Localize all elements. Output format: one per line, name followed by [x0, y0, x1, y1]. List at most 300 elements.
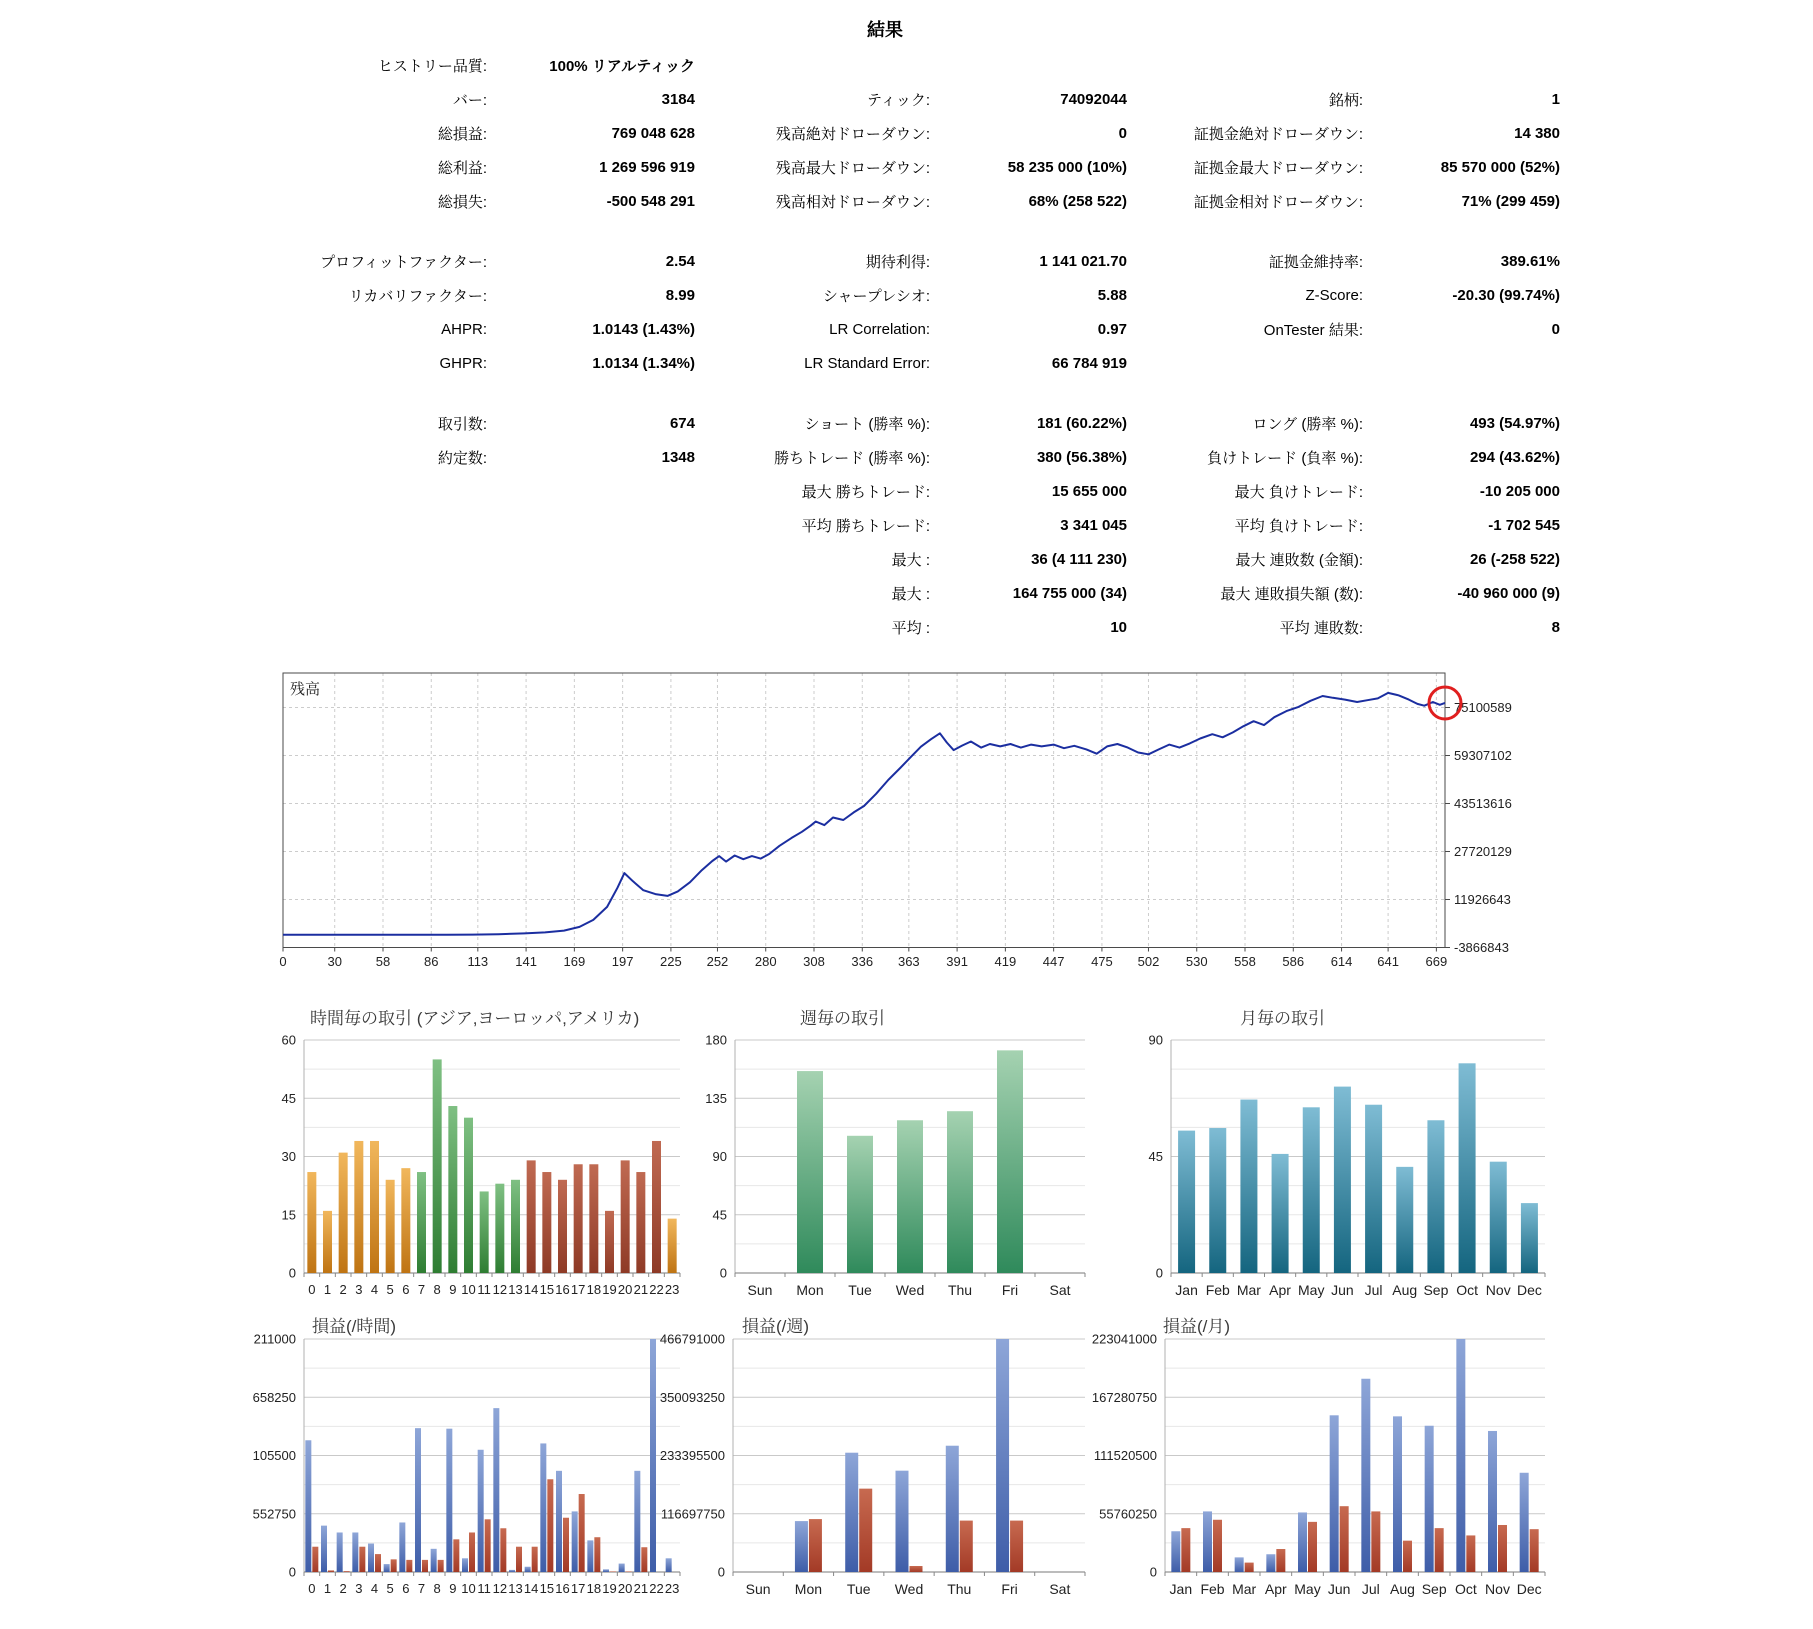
profit-bar-4: [368, 1544, 374, 1572]
x-axis-label: 419: [994, 954, 1017, 969]
profit-bar-14: [525, 1567, 531, 1572]
x-axis-label: Apr: [1264, 1581, 1287, 1597]
y-axis-label: 45: [712, 1207, 727, 1223]
stat-value: -500 548 291: [606, 192, 695, 210]
x-axis-label: 141: [515, 954, 537, 969]
y-axis-label: 59307102: [1454, 748, 1512, 763]
stat-label: LR Correlation:: [829, 320, 930, 338]
profit-bar-12: [493, 1408, 499, 1572]
profit-bar-Tue: [845, 1453, 858, 1572]
loss-bar-5: [391, 1559, 397, 1572]
profit-bar-Jan: [1171, 1531, 1180, 1572]
profit-bar-Wed: [896, 1471, 909, 1572]
x-axis-label: 20: [617, 1581, 633, 1596]
profit-bar-6: [399, 1522, 405, 1572]
stat-label: ショート (勝率 %):: [804, 415, 930, 433]
loss-bar-Apr: [1276, 1549, 1285, 1572]
balance-line: [283, 693, 1445, 935]
stat-value: 3 341 045: [1060, 516, 1127, 534]
stat-value: 74092044: [1060, 90, 1127, 108]
x-axis-label: Apr: [1269, 1282, 1291, 1298]
loss-bar-Dec: [1530, 1529, 1539, 1572]
stat-label: 最大 :: [891, 551, 930, 569]
x-axis-label: Feb: [1200, 1581, 1225, 1597]
x-axis-label: Sun: [747, 1282, 773, 1298]
bar-Apr: [1272, 1154, 1289, 1273]
profit-bar-15: [540, 1443, 546, 1572]
x-axis-label: Wed: [894, 1581, 924, 1597]
x-axis-label: Wed: [895, 1282, 925, 1298]
stat-label: 平均 負けトレード:: [1234, 517, 1363, 535]
stat-label: LR Standard Error:: [804, 354, 930, 372]
bar-12: [495, 1184, 504, 1273]
y-axis-label: 350093250: [659, 1389, 725, 1405]
x-axis-label: Feb: [1205, 1282, 1230, 1298]
stat-label: 期待利得:: [865, 253, 930, 271]
profit-bar-19: [603, 1569, 609, 1572]
profit-bar-22: [650, 1339, 656, 1572]
profit-bar-3: [352, 1532, 358, 1572]
x-axis-label: 7: [417, 1581, 426, 1596]
stat-value: 58 235 000 (10%): [1007, 158, 1127, 176]
stat-value: 1.0143 (1.43%): [592, 320, 695, 338]
bar-Nov: [1490, 1162, 1507, 1273]
stat-label: 総損失:: [437, 193, 487, 211]
loss-bar-16: [563, 1518, 569, 1572]
x-axis-label: Sep: [1421, 1581, 1447, 1597]
stat-value: 0: [1118, 124, 1127, 142]
x-axis-label: 16: [555, 1581, 570, 1596]
bar-18: [589, 1164, 598, 1273]
stat-value: 769 048 628: [611, 124, 695, 142]
profit-bar-10: [462, 1558, 468, 1572]
page-title: 結果: [867, 20, 903, 40]
stat-value: -40 960 000 (9): [1457, 584, 1560, 602]
x-axis-label: 14: [523, 1581, 539, 1596]
x-axis-label: 447: [1042, 954, 1065, 969]
stat-label: AHPR:: [441, 320, 487, 338]
stat-label: ヒストリー品質:: [377, 57, 487, 75]
y-axis-label: 11926643: [1454, 892, 1511, 907]
x-axis-label: 30: [327, 954, 342, 969]
x-axis-label: 113: [467, 954, 489, 969]
y-axis-label: 0: [288, 1265, 296, 1281]
stat-value: 294 (43.62%): [1469, 448, 1560, 466]
profit-bar-Feb: [1203, 1511, 1212, 1572]
x-axis-label: Jan: [1175, 1282, 1198, 1298]
profit-bar-2: [337, 1532, 343, 1572]
x-axis-label: Fri: [1001, 1581, 1018, 1597]
loss-bar-Aug: [1403, 1541, 1412, 1572]
chart-trades_per_hour: [282, 1009, 680, 1297]
x-axis-label: May: [1298, 1282, 1325, 1298]
profit-bar-1: [321, 1526, 327, 1572]
bar-13: [511, 1180, 520, 1273]
bar-Wed: [897, 1120, 923, 1273]
bar-8: [433, 1059, 442, 1273]
bar-Dec: [1521, 1203, 1538, 1273]
x-axis-label: 58: [375, 954, 391, 969]
bar-21: [636, 1172, 645, 1273]
x-axis-label: 363: [897, 954, 920, 969]
x-axis-label: 11: [477, 1282, 491, 1297]
stat-value: 181 (60.22%): [1036, 414, 1127, 432]
loss-bar-10: [469, 1532, 475, 1572]
x-axis-label: May: [1294, 1581, 1321, 1597]
stat-value: 26 (-258 522): [1469, 550, 1560, 568]
x-axis-label: 20: [617, 1282, 633, 1297]
bar-Aug: [1396, 1167, 1413, 1273]
loss-bar-1: [328, 1570, 334, 1572]
x-axis-label: Sun: [745, 1581, 771, 1597]
stat-label: 平均 勝ちトレード:: [801, 517, 930, 535]
loss-bar-Jul: [1371, 1511, 1380, 1572]
y-axis-label: 180: [705, 1032, 727, 1048]
stat-value: -1 702 545: [1488, 516, 1560, 534]
bar-20: [621, 1160, 630, 1273]
x-axis-label: Aug: [1390, 1581, 1415, 1597]
chart-border: [283, 673, 1445, 948]
stat-value: 5.88: [1097, 286, 1127, 304]
x-axis-label: Fri: [1001, 1282, 1019, 1298]
y-axis-label: 0: [717, 1564, 725, 1580]
x-axis-label: 23: [664, 1282, 680, 1297]
y-axis-label: 0: [288, 1564, 296, 1580]
stat-label: 最大 負けトレード:: [1234, 483, 1363, 501]
chart-title: 時間毎の取引 (アジア,ヨーロッパ,アメリカ): [310, 1009, 640, 1028]
profit-bar-20: [619, 1564, 625, 1572]
loss-bar-Mar: [1245, 1563, 1254, 1572]
bar-May: [1303, 1107, 1320, 1273]
stat-label: 残高相対ドローダウン:: [775, 193, 930, 211]
stat-label: 平均 連敗数:: [1279, 619, 1363, 637]
y-axis-label: 135: [705, 1090, 727, 1106]
x-axis-label: 11: [477, 1581, 491, 1596]
x-axis-label: 225: [660, 954, 682, 969]
x-axis-label: Dec: [1516, 1581, 1542, 1597]
stat-label: 残高絶対ドローダウン:: [775, 125, 930, 143]
stat-value: 1 269 596 919: [599, 158, 695, 176]
stat-value: 71% (299 459): [1461, 192, 1560, 210]
stat-label: 総利益:: [437, 159, 487, 177]
bar-Thu: [947, 1111, 973, 1273]
loss-bar-19: [610, 1571, 616, 1572]
x-axis-label: 22: [649, 1581, 664, 1596]
x-axis-label: 21: [633, 1581, 649, 1596]
loss-bar-14: [532, 1547, 538, 1572]
y-axis-label: 0: [719, 1265, 727, 1281]
x-axis-label: Tue: [846, 1581, 871, 1597]
chart-trades_per_week: [705, 1009, 1085, 1298]
x-axis-label: 9: [449, 1282, 457, 1297]
chart-profit_per_month: [1092, 1317, 1545, 1597]
profit-bar-8: [431, 1549, 437, 1572]
loss-bar-Jun: [1340, 1506, 1349, 1572]
y-axis-label: 55760250: [1099, 1506, 1157, 1522]
x-axis-label: 391: [946, 954, 968, 969]
stat-value: 8.99: [665, 286, 695, 304]
stat-value: 164 755 000 (34): [1012, 584, 1127, 602]
x-axis-label: 9: [449, 1581, 457, 1596]
x-axis-label: 19: [602, 1581, 617, 1596]
x-axis-label: 1: [323, 1282, 332, 1297]
x-axis-label: Jul: [1364, 1282, 1383, 1298]
x-axis-label: 0: [308, 1282, 316, 1297]
bar-7: [417, 1172, 426, 1273]
x-axis-label: Dec: [1516, 1282, 1542, 1298]
profit-bar-Jun: [1330, 1415, 1339, 1572]
x-axis-label: Mar: [1232, 1581, 1257, 1597]
bar-3: [354, 1141, 363, 1273]
profit-bar-0: [305, 1440, 311, 1572]
stat-label: 証拠金最大ドローダウン:: [1193, 159, 1363, 177]
stat-label: 最大 勝ちトレード:: [801, 483, 930, 501]
x-axis-label: 10: [461, 1282, 476, 1297]
x-axis-label: Jan: [1169, 1581, 1193, 1597]
y-axis-label: 233395500: [659, 1448, 725, 1463]
loss-bar-Jan: [1181, 1528, 1190, 1572]
x-axis-label: 530: [1185, 954, 1208, 969]
y-axis-label: 90: [712, 1149, 727, 1164]
loss-bar-6: [406, 1560, 412, 1572]
loss-bar-May: [1308, 1522, 1317, 1572]
x-axis-label: 5: [386, 1581, 394, 1596]
loss-bar-17: [579, 1494, 585, 1572]
stat-label: 勝ちトレード (勝率 %):: [774, 449, 930, 467]
x-axis-label: 15: [539, 1282, 555, 1297]
bar-2: [339, 1153, 348, 1273]
profit-bar-Dec: [1520, 1473, 1529, 1572]
loss-bar-15: [547, 1479, 553, 1572]
x-axis-label: 13: [508, 1282, 523, 1297]
x-axis-label: 502: [1137, 954, 1160, 969]
bar-1: [323, 1211, 332, 1273]
stat-label: プロフィットファクター:: [320, 253, 487, 271]
x-axis-label: 2: [339, 1581, 347, 1596]
loss-bar-Wed: [910, 1566, 923, 1572]
stat-value: 85 570 000 (52%): [1440, 158, 1560, 176]
stat-label: OnTester 結果:: [1263, 321, 1363, 339]
chart-title: 月毎の取引: [1240, 1009, 1325, 1028]
x-axis-label: 614: [1330, 954, 1353, 969]
loss-bar-Nov: [1498, 1525, 1507, 1572]
stat-label: 証拠金相対ドローダウン:: [1193, 193, 1363, 211]
x-axis-label: 0: [279, 954, 287, 969]
x-axis-label: 6: [402, 1282, 410, 1297]
profit-bar-7: [415, 1428, 421, 1572]
stat-label: 取引数:: [437, 415, 487, 433]
bar-19: [605, 1211, 614, 1273]
y-axis-label: 105500: [252, 1448, 296, 1463]
y-axis-label: 0: [1155, 1265, 1163, 1281]
y-axis-label: 223041000: [1091, 1331, 1157, 1347]
x-axis-label: Sat: [1049, 1282, 1071, 1298]
x-axis-label: 4: [370, 1282, 379, 1297]
stat-value: 674: [669, 414, 695, 432]
profit-bar-9: [446, 1429, 452, 1572]
y-axis-label: 45: [281, 1090, 296, 1106]
x-axis-label: 22: [649, 1282, 664, 1297]
stat-value: 2.54: [665, 252, 695, 270]
y-axis-label: 0: [1149, 1564, 1157, 1580]
loss-bar-18: [594, 1537, 600, 1572]
x-axis-label: 197: [611, 954, 634, 969]
y-axis-label: 15: [281, 1207, 296, 1223]
stat-value: 380 (56.38%): [1036, 448, 1127, 466]
stat-value: 1348: [661, 448, 695, 466]
x-axis-label: 16: [555, 1282, 570, 1297]
bar-9: [448, 1106, 457, 1273]
x-axis-label: Oct: [1456, 1282, 1478, 1298]
stat-label: 証拠金絶対ドローダウン:: [1193, 125, 1363, 143]
loss-bar-2: [344, 1571, 350, 1572]
loss-bar-11: [485, 1519, 491, 1572]
stat-label: 平均 :: [891, 619, 930, 637]
x-axis-label: 669: [1425, 954, 1448, 969]
profit-bar-Aug: [1393, 1416, 1402, 1572]
stat-label: 負けトレード (負率 %):: [1207, 449, 1363, 467]
y-axis-label: 552750: [252, 1506, 296, 1522]
stat-value: -20.30 (99.74%): [1452, 286, 1560, 304]
x-axis-label: Nov: [1485, 1581, 1510, 1597]
loss-bar-Feb: [1213, 1520, 1222, 1572]
loss-bar-Sep: [1435, 1528, 1444, 1572]
x-axis-label: 4: [370, 1581, 379, 1596]
x-axis-label: 0: [308, 1581, 316, 1596]
loss-bar-13: [516, 1547, 522, 1572]
profit-bar-11: [478, 1450, 484, 1572]
bar-5: [386, 1180, 395, 1273]
profit-bar-23: [666, 1558, 672, 1572]
y-axis-label: 211000: [253, 1331, 296, 1347]
chart-profit_per_hour: [253, 1317, 680, 1596]
stat-label: 最大 連敗損失額 (数):: [1220, 585, 1363, 603]
stat-value: 68% (258 522): [1028, 192, 1127, 210]
y-axis-label: 60: [281, 1032, 296, 1048]
x-axis-label: 336: [851, 954, 874, 969]
x-axis-label: 5: [386, 1282, 394, 1297]
stat-label: 最大 :: [891, 585, 930, 603]
x-axis-label: Jun: [1327, 1581, 1351, 1597]
profit-bar-5: [384, 1564, 390, 1572]
x-axis-label: 308: [803, 954, 825, 969]
y-axis-label: 75100589: [1454, 700, 1512, 715]
bar-Jun: [1334, 1087, 1351, 1273]
stat-label: GHPR:: [439, 354, 487, 372]
loss-bar-9: [453, 1539, 459, 1572]
loss-bar-Oct: [1466, 1535, 1475, 1572]
x-axis-label: Sep: [1423, 1282, 1449, 1298]
bar-15: [542, 1172, 551, 1273]
chart-profit_per_week: [660, 1317, 1085, 1597]
stat-value: 100% リアルティック: [549, 57, 695, 75]
stat-value: 1: [1551, 90, 1560, 108]
loss-bar-8: [438, 1560, 444, 1572]
stat-value: -10 205 000: [1479, 482, 1560, 500]
x-axis-label: Mar: [1236, 1282, 1261, 1298]
x-axis-label: Aug: [1392, 1282, 1418, 1298]
y-axis-label: 43513616: [1454, 796, 1512, 811]
stat-value: 3184: [661, 90, 695, 108]
bar-14: [527, 1160, 536, 1273]
profit-bar-May: [1298, 1512, 1307, 1572]
y-axis-label: -3866843: [1454, 940, 1509, 955]
x-axis-label: Nov: [1485, 1282, 1511, 1298]
stat-label: バー:: [452, 91, 487, 109]
x-axis-label: Oct: [1454, 1581, 1477, 1597]
bar-Jan: [1178, 1131, 1195, 1273]
chart-title: 損益(/時間): [312, 1317, 397, 1336]
balance-series-label: 残高: [290, 681, 321, 698]
stat-label: Z-Score:: [1305, 286, 1363, 304]
y-axis-label: 167280750: [1091, 1389, 1157, 1405]
bar-22: [652, 1141, 661, 1273]
loss-bar-20: [626, 1571, 632, 1572]
loss-bar-7: [422, 1560, 428, 1572]
x-axis-label: 21: [633, 1282, 649, 1297]
x-axis-label: 8: [433, 1581, 441, 1596]
stat-value: 1 141 021.70: [1039, 252, 1127, 270]
x-axis-label: 15: [539, 1581, 555, 1596]
x-axis-label: 13: [508, 1581, 523, 1596]
y-axis-label: 90: [1148, 1032, 1163, 1048]
stat-value: 36 (4 111 230): [1031, 550, 1127, 568]
x-axis-label: 10: [461, 1581, 476, 1596]
x-axis-label: 17: [570, 1282, 586, 1297]
chart-title: 週毎の取引: [800, 1009, 885, 1028]
bar-10: [464, 1118, 473, 1273]
stat-label: ロング (勝率 %):: [1252, 415, 1363, 433]
stat-label: ティック:: [867, 91, 930, 109]
x-axis-label: 12: [492, 1581, 508, 1596]
y-axis-label: 116697750: [660, 1506, 725, 1522]
bar-Fri: [997, 1050, 1023, 1273]
profit-bar-13: [509, 1570, 515, 1572]
bar-11: [480, 1191, 489, 1273]
stat-label: 銘柄:: [1328, 91, 1363, 109]
stat-label: 残高最大ドローダウン:: [775, 159, 930, 177]
y-axis-label: 30: [281, 1149, 296, 1164]
profit-bar-Apr: [1266, 1554, 1275, 1572]
x-axis-label: Sat: [1049, 1581, 1071, 1597]
y-axis-label: 27720129: [1454, 844, 1512, 859]
profit-bar-Thu: [946, 1446, 959, 1572]
x-axis-label: 7: [417, 1282, 426, 1297]
x-axis-label: 586: [1282, 954, 1305, 969]
bar-Jul: [1365, 1105, 1382, 1273]
bar-Feb: [1209, 1128, 1226, 1273]
x-axis-label: Thu: [947, 1282, 973, 1298]
y-axis-label: 466791000: [659, 1331, 725, 1347]
stat-value: 66 784 919: [1051, 354, 1127, 372]
loss-bar-12: [500, 1528, 506, 1572]
chart-title: 損益(/週): [742, 1317, 810, 1336]
profit-bar-Nov: [1488, 1431, 1497, 1572]
x-axis-label: 641: [1377, 954, 1399, 969]
profit-bar-18: [587, 1540, 593, 1572]
stat-value: 14 380: [1514, 124, 1560, 142]
balance-chart: [279, 673, 1511, 969]
x-axis-label: 169: [563, 954, 586, 969]
profit-bar-16: [556, 1471, 562, 1572]
bar-Mon: [797, 1071, 823, 1273]
stat-label: シャープレシオ:: [822, 287, 930, 305]
x-axis-label: 3: [355, 1581, 363, 1596]
stat-label: 証拠金維持率:: [1268, 253, 1363, 271]
loss-bar-21: [641, 1547, 647, 1572]
stat-value: 10: [1110, 618, 1127, 636]
profit-bar-Mar: [1235, 1557, 1244, 1572]
